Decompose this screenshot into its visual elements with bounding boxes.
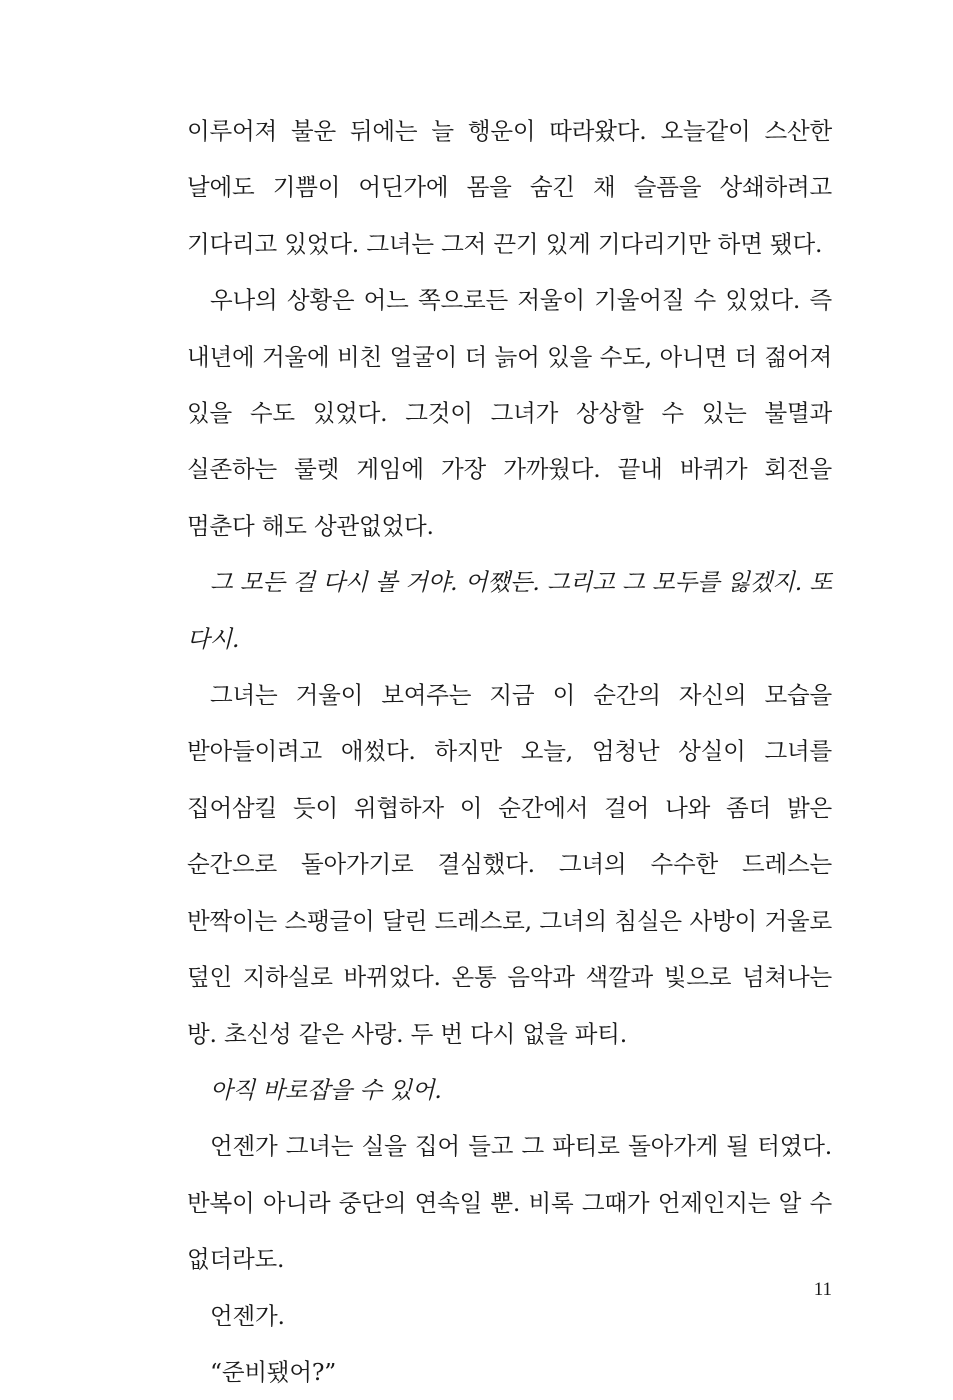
paragraph-6: 언젠가 그녀는 실을 집어 들고 그 파티로 돌아가게 될 터였다. 반복이 아니라 중단의 연속일 뿐. 비록 그때가 언제인지는 알 수 없더라도. bbox=[187, 1132, 832, 1274]
paragraph-2: 우나의 상황은 어느 쪽으로든 저울이 기울어질 수 있었다. 즉 내년에 거울에 비친 얼굴이 더 늙어 있을 수도, 아니면 더 젊어져 있을 수도 있었다. 그것이 그녀가 상상할 수 있는 불멸과 실존하는 룰렛 게임에 가장 가까웠다. 끝내 바퀴가 회전을 멈춘다 해도 상관없었다. bbox=[187, 286, 832, 540]
paragraph-5-italic-thought: 아직 바로잡을 수 있어. bbox=[210, 1075, 442, 1104]
paragraph-7: 언젠가. bbox=[210, 1301, 285, 1330]
paragraph-4: 그녀는 거울이 보여주는 지금 이 순간의 자신의 모습을 받아들이려고 애썼다. 하지만 오늘, 엄청난 상실이 그녀를 집어삼킬 듯이 위협하자 이 순간에서 걸어 나와 좀더 밝은 순간으로 돌아가기로 결심했다. 그녀의 수수한 드레스는 반짝이는 스팽글이 달린 드레스로, 그녀의 침실은 사방이 거울로 덮인 지하실로 바뀌었다. 온통 음악과 색깔과 빛으로 넘쳐나는 방. 초신성 같은 사랑. 두 번 다시 없을 파티. bbox=[187, 681, 832, 1048]
paragraph-1: 이루어져 불운 뒤에는 늘 행운이 따라왔다. 오늘같이 스산한 날에도 기쁨이 어딘가에 몸을 숨긴 채 슬픔을 상쇄하려고 기다리고 있었다. 그녀는 그저 끈기 있게 기다리기만 하면 됐다. bbox=[187, 117, 832, 258]
page-number: 11 bbox=[813, 1279, 832, 1300]
paragraph-3-italic-thought: 그 모든 걸 다시 볼 거야. 어쨌든. 그리고 그 모두를 잃겠지. 또 다시. bbox=[187, 568, 832, 653]
paragraph-8-dialogue: “준비됐어?” bbox=[210, 1357, 337, 1386]
page-body bbox=[187, 103, 832, 1400]
